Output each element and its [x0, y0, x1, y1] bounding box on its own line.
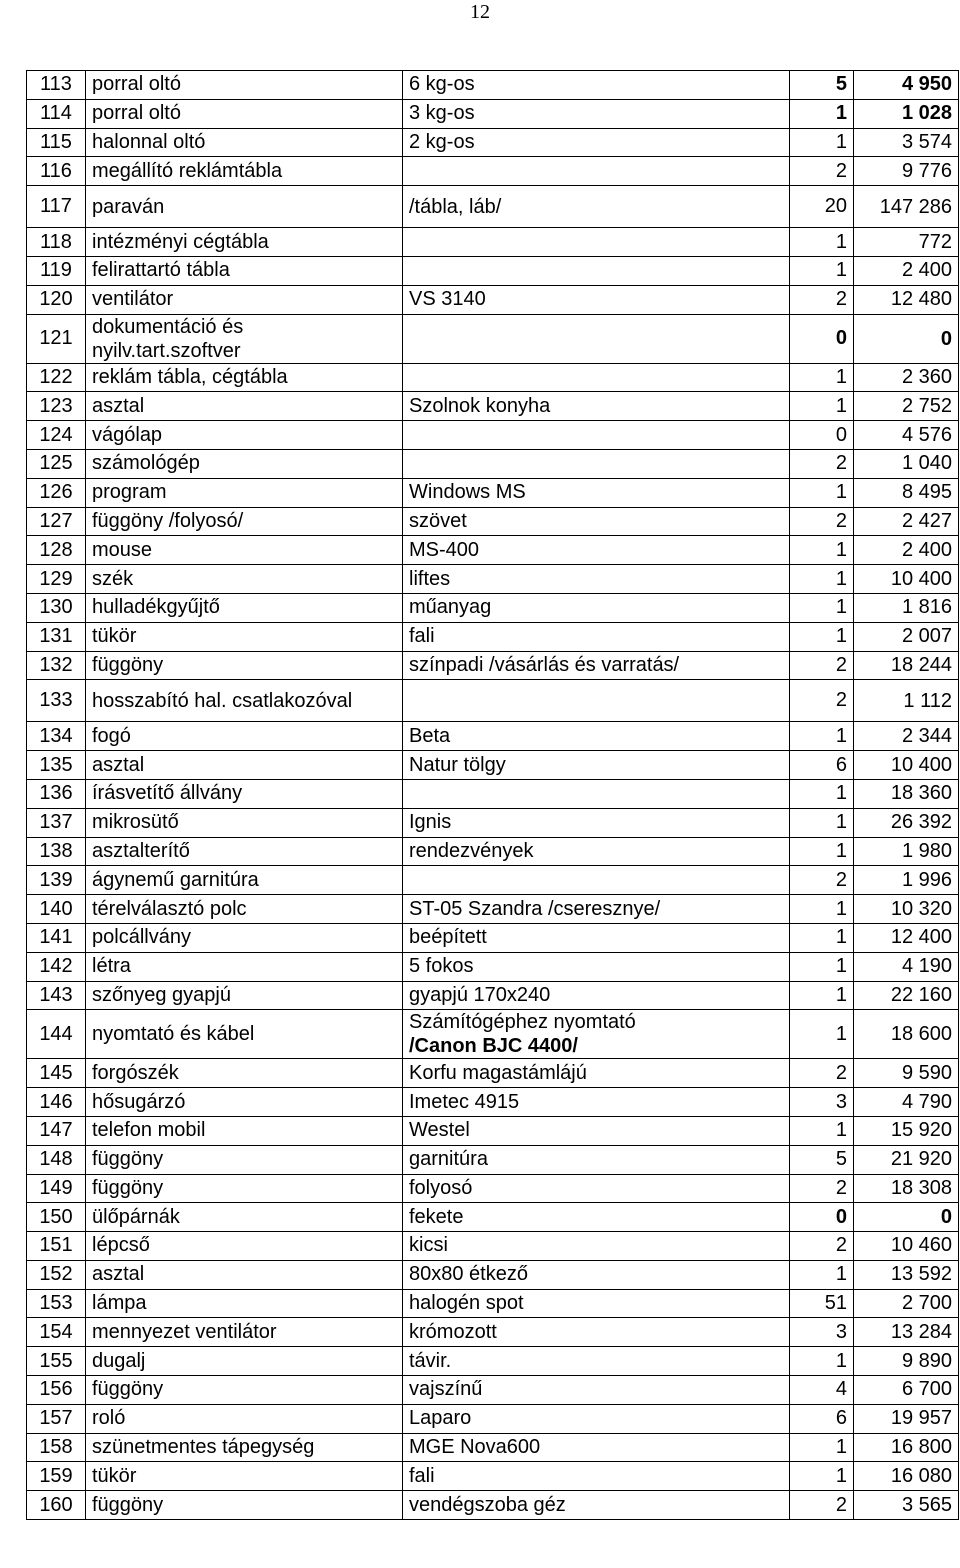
item-value: 2 344 [854, 722, 959, 751]
row-number: 118 [27, 228, 86, 257]
item-name: halonnal oltó [86, 128, 403, 157]
item-name: mikrosütő [86, 808, 403, 837]
item-quantity: 1 [790, 228, 854, 257]
row-number: 136 [27, 779, 86, 808]
table-row [27, 1088, 959, 1117]
table-row [27, 1491, 959, 1520]
item-name: hulladékgyűjtő [86, 593, 403, 622]
item-type: 2 kg-os [403, 128, 790, 157]
row-number: 142 [27, 952, 86, 981]
table-row [27, 421, 959, 450]
item-quantity: 1 [790, 99, 854, 128]
item-value: 1 816 [854, 593, 959, 622]
table-row [27, 157, 959, 186]
item-name: számológép [86, 449, 403, 478]
row-number: 150 [27, 1203, 86, 1232]
item-value: 4 950 [854, 71, 959, 100]
item-type: 3 kg-os [403, 99, 790, 128]
item-value: 2 400 [854, 256, 959, 285]
item-type [403, 866, 790, 895]
table-row [27, 536, 959, 565]
item-quantity: 1 [790, 1116, 854, 1145]
item-type: szövet [403, 507, 790, 536]
row-number: 119 [27, 256, 86, 285]
item-type [403, 256, 790, 285]
item-value: 4 190 [854, 952, 959, 981]
item-type: garnitúra [403, 1145, 790, 1174]
item-quantity: 2 [790, 1232, 854, 1261]
item-value: 4 790 [854, 1088, 959, 1117]
row-number: 138 [27, 837, 86, 866]
item-type [403, 228, 790, 257]
table-row [27, 1376, 959, 1405]
table-row [27, 866, 959, 895]
table-row [27, 1145, 959, 1174]
item-name: megállító reklámtábla [86, 157, 403, 186]
table-row [27, 651, 959, 680]
table-row [27, 895, 959, 924]
item-type: Korfu magastámlájú [403, 1059, 790, 1088]
item-name: porral oltó [86, 71, 403, 100]
table-row [27, 1289, 959, 1318]
table-row [27, 478, 959, 507]
item-name: asztal [86, 751, 403, 780]
table-row [27, 1116, 959, 1145]
row-number: 154 [27, 1318, 86, 1347]
item-name: szőnyeg gyapjú [86, 981, 403, 1010]
item-type: Szolnok konyha [403, 392, 790, 421]
row-number: 158 [27, 1433, 86, 1462]
item-value: 2 700 [854, 1289, 959, 1318]
table-row [27, 751, 959, 780]
table-row [27, 99, 959, 128]
item-value: 12 400 [854, 923, 959, 952]
row-number: 115 [27, 128, 86, 157]
row-number: 155 [27, 1347, 86, 1376]
item-quantity: 2 [790, 449, 854, 478]
table-row [27, 449, 959, 478]
row-number: 120 [27, 285, 86, 314]
row-number: 121 [27, 314, 86, 363]
item-quantity: 1 [790, 952, 854, 981]
item-type [403, 449, 790, 478]
row-number: 113 [27, 71, 86, 100]
item-quantity: 6 [790, 751, 854, 780]
item-name: roló [86, 1404, 403, 1433]
row-number: 134 [27, 722, 86, 751]
item-value: 19 957 [854, 1404, 959, 1433]
item-quantity: 1 [790, 1462, 854, 1491]
row-number: 145 [27, 1059, 86, 1088]
table-row [27, 1203, 959, 1232]
item-quantity: 1 [790, 1010, 854, 1059]
item-name: függöny [86, 651, 403, 680]
item-type: 6 kg-os [403, 71, 790, 100]
item-value: 21 920 [854, 1145, 959, 1174]
inventory-rows [27, 71, 959, 1520]
item-name: dugalj [86, 1347, 403, 1376]
row-number: 124 [27, 421, 86, 450]
table-row [27, 1260, 959, 1289]
item-name: térelválasztó polc [86, 895, 403, 924]
table-row [27, 228, 959, 257]
row-number: 143 [27, 981, 86, 1010]
item-name: asztalterítő [86, 837, 403, 866]
item-type [403, 680, 790, 722]
item-name: vágólap [86, 421, 403, 450]
table-row [27, 256, 959, 285]
item-type: vajszínű [403, 1376, 790, 1405]
item-value: 16 080 [854, 1462, 959, 1491]
table-row [27, 1347, 959, 1376]
item-name: lépcső [86, 1232, 403, 1261]
item-value: 10 460 [854, 1232, 959, 1261]
item-value: 22 160 [854, 981, 959, 1010]
item-type-model: /Canon BJC 4400/ [409, 1035, 578, 1058]
item-value: 2 427 [854, 507, 959, 536]
item-type: távir. [403, 1347, 790, 1376]
item-value: 18 600 [854, 1010, 959, 1059]
item-value: 26 392 [854, 808, 959, 837]
item-name: függöny [86, 1174, 403, 1203]
item-type [403, 779, 790, 808]
row-number: 116 [27, 157, 86, 186]
item-value: 12 480 [854, 285, 959, 314]
item-quantity: 1 [790, 895, 854, 924]
item-quantity: 1 [790, 593, 854, 622]
item-quantity: 3 [790, 1088, 854, 1117]
item-type: VS 3140 [403, 285, 790, 314]
item-name: fogó [86, 722, 403, 751]
inventory-table [26, 70, 959, 1520]
item-value: 6 700 [854, 1376, 959, 1405]
row-number: 131 [27, 622, 86, 651]
table-row [27, 593, 959, 622]
table-row [27, 1232, 959, 1261]
item-quantity: 1 [790, 722, 854, 751]
item-quantity: 1 [790, 837, 854, 866]
row-number: 147 [27, 1116, 86, 1145]
item-quantity: 1 [790, 128, 854, 157]
item-quantity: 1 [790, 1347, 854, 1376]
item-quantity: 1 [790, 1433, 854, 1462]
row-number: 128 [27, 536, 86, 565]
row-number: 133 [27, 680, 86, 722]
item-type: krómozott [403, 1318, 790, 1347]
item-quantity: 2 [790, 680, 854, 722]
item-quantity: 1 [790, 363, 854, 392]
item-name: lámpa [86, 1289, 403, 1318]
row-number: 144 [27, 1010, 86, 1059]
table-row [27, 1010, 959, 1059]
item-quantity: 2 [790, 651, 854, 680]
table-row [27, 285, 959, 314]
row-number: 117 [27, 186, 86, 228]
row-number: 139 [27, 866, 86, 895]
table-row [27, 680, 959, 722]
item-value: 13 284 [854, 1318, 959, 1347]
item-type: Ignis [403, 808, 790, 837]
table-row [27, 363, 959, 392]
table-row [27, 1433, 959, 1462]
row-number: 140 [27, 895, 86, 924]
row-number: 146 [27, 1088, 86, 1117]
item-type: fali [403, 1462, 790, 1491]
item-name: hosszabító hal. csatlakozóval [86, 680, 403, 722]
table-row [27, 1462, 959, 1491]
item-type: liftes [403, 565, 790, 594]
item-type: 5 fokos [403, 952, 790, 981]
row-number: 129 [27, 565, 86, 594]
row-number: 130 [27, 593, 86, 622]
item-value: 0 [854, 1203, 959, 1232]
table-row [27, 1174, 959, 1203]
item-name: polcállvány [86, 923, 403, 952]
item-value: 10 400 [854, 565, 959, 594]
item-value: 4 576 [854, 421, 959, 450]
item-type: 80x80 étkező [403, 1260, 790, 1289]
item-value: 18 360 [854, 779, 959, 808]
table-row [27, 981, 959, 1010]
table-row [27, 565, 959, 594]
row-number: 149 [27, 1174, 86, 1203]
item-quantity: 0 [790, 314, 854, 363]
row-number: 137 [27, 808, 86, 837]
item-quantity: 1 [790, 1260, 854, 1289]
table-row [27, 71, 959, 100]
item-quantity: 2 [790, 1059, 854, 1088]
item-type: halogén spot [403, 1289, 790, 1318]
item-value: 2 360 [854, 363, 959, 392]
item-name: asztal [86, 392, 403, 421]
item-type: gyapjú 170x240 [403, 981, 790, 1010]
item-type: rendezvények [403, 837, 790, 866]
row-number: 152 [27, 1260, 86, 1289]
item-name: függöny [86, 1376, 403, 1405]
item-value: 2 400 [854, 536, 959, 565]
table-row [27, 952, 959, 981]
table-row [27, 923, 959, 952]
item-type-line: Számítógéphez nyomtató [409, 1011, 636, 1034]
item-type: ST-05 Szandra /cseresznye/ [403, 895, 790, 924]
item-quantity: 1 [790, 622, 854, 651]
row-number: 125 [27, 449, 86, 478]
item-name: forgószék [86, 1059, 403, 1088]
item-name: nyomtató és kábel [86, 1010, 403, 1059]
item-value: 9 590 [854, 1059, 959, 1088]
table-row [27, 622, 959, 651]
item-quantity: 2 [790, 1174, 854, 1203]
item-quantity: 3 [790, 1318, 854, 1347]
item-quantity: 1 [790, 923, 854, 952]
item-name: mouse [86, 536, 403, 565]
item-quantity: 1 [790, 808, 854, 837]
item-type [403, 314, 790, 363]
item-type: MS-400 [403, 536, 790, 565]
item-name: ülőpárnák [86, 1203, 403, 1232]
item-value: 18 244 [854, 651, 959, 680]
item-value: 147 286 [854, 186, 959, 228]
item-type: Windows MS [403, 478, 790, 507]
item-value: 15 920 [854, 1116, 959, 1145]
row-number: 151 [27, 1232, 86, 1261]
item-type: Beta [403, 722, 790, 751]
item-value: 1 980 [854, 837, 959, 866]
row-number: 114 [27, 99, 86, 128]
item-quantity: 20 [790, 186, 854, 228]
item-quantity: 0 [790, 1203, 854, 1232]
item-name: paraván [86, 186, 403, 228]
item-quantity: 2 [790, 157, 854, 186]
table-row [27, 186, 959, 228]
row-number: 153 [27, 1289, 86, 1318]
item-type [403, 1010, 790, 1059]
row-number: 127 [27, 507, 86, 536]
item-quantity: 1 [790, 981, 854, 1010]
table-row [27, 1404, 959, 1433]
item-quantity: 1 [790, 536, 854, 565]
row-number: 132 [27, 651, 86, 680]
row-number: 141 [27, 923, 86, 952]
item-type: MGE Nova600 [403, 1433, 790, 1462]
item-value: 3 565 [854, 1491, 959, 1520]
item-quantity: 5 [790, 1145, 854, 1174]
table-row [27, 392, 959, 421]
page-number: 12 [470, 1, 490, 23]
item-name: szék [86, 565, 403, 594]
item-quantity: 1 [790, 779, 854, 808]
item-quantity: 2 [790, 507, 854, 536]
item-value: 9 890 [854, 1347, 959, 1376]
item-value: 1 112 [854, 680, 959, 722]
item-name: telefon mobil [86, 1116, 403, 1145]
table-row [27, 722, 959, 751]
row-number: 159 [27, 1462, 86, 1491]
item-name: tükör [86, 1462, 403, 1491]
item-type: Imetec 4915 [403, 1088, 790, 1117]
item-type: kicsi [403, 1232, 790, 1261]
item-type: Laparo [403, 1404, 790, 1433]
table-row [27, 1059, 959, 1088]
item-name: reklám tábla, cégtábla [86, 363, 403, 392]
item-quantity: 4 [790, 1376, 854, 1405]
item-type: /tábla, láb/ [403, 186, 790, 228]
item-quantity: 2 [790, 1491, 854, 1520]
item-type: Westel [403, 1116, 790, 1145]
item-value: 9 776 [854, 157, 959, 186]
item-type: folyosó [403, 1174, 790, 1203]
item-name: dokumentáció és nyilv.tart.szoftver [86, 314, 403, 363]
item-name: ventilátor [86, 285, 403, 314]
item-name: függöny [86, 1491, 403, 1520]
item-name: hősugárzó [86, 1088, 403, 1117]
item-value: 1 028 [854, 99, 959, 128]
row-number: 157 [27, 1404, 86, 1433]
table-row [27, 1318, 959, 1347]
item-name: asztal [86, 1260, 403, 1289]
item-name: felirattartó tábla [86, 256, 403, 285]
item-name: tükör [86, 622, 403, 651]
item-quantity: 1 [790, 478, 854, 507]
table-row [27, 837, 959, 866]
item-type: fekete [403, 1203, 790, 1232]
item-name: program [86, 478, 403, 507]
item-value: 3 574 [854, 128, 959, 157]
item-value: 0 [854, 314, 959, 363]
item-quantity: 1 [790, 565, 854, 594]
item-value: 10 400 [854, 751, 959, 780]
item-name: létra [86, 952, 403, 981]
item-value: 8 495 [854, 478, 959, 507]
item-value: 2 752 [854, 392, 959, 421]
item-type [403, 363, 790, 392]
item-quantity: 6 [790, 1404, 854, 1433]
item-name: intézményi cégtábla [86, 228, 403, 257]
item-value: 2 007 [854, 622, 959, 651]
row-number: 126 [27, 478, 86, 507]
item-name: írásvetítő állvány [86, 779, 403, 808]
item-name: szünetmentes tápegység [86, 1433, 403, 1462]
row-number: 123 [27, 392, 86, 421]
item-quantity: 2 [790, 285, 854, 314]
row-number: 122 [27, 363, 86, 392]
item-name: függöny /folyosó/ [86, 507, 403, 536]
item-quantity: 0 [790, 421, 854, 450]
item-name: mennyezet ventilátor [86, 1318, 403, 1347]
item-quantity: 1 [790, 256, 854, 285]
row-number: 160 [27, 1491, 86, 1520]
table-row [27, 128, 959, 157]
item-value: 13 592 [854, 1260, 959, 1289]
table-row [27, 507, 959, 536]
row-number: 135 [27, 751, 86, 780]
row-number: 148 [27, 1145, 86, 1174]
item-type [403, 157, 790, 186]
item-value: 18 308 [854, 1174, 959, 1203]
item-value: 1 040 [854, 449, 959, 478]
item-value: 772 [854, 228, 959, 257]
item-name: porral oltó [86, 99, 403, 128]
item-type: Natur tölgy [403, 751, 790, 780]
item-value: 10 320 [854, 895, 959, 924]
table-row [27, 779, 959, 808]
table-row [27, 314, 959, 363]
table-row [27, 808, 959, 837]
item-value: 1 996 [854, 866, 959, 895]
item-quantity: 51 [790, 1289, 854, 1318]
item-quantity: 5 [790, 71, 854, 100]
item-quantity: 2 [790, 866, 854, 895]
item-type: színpadi /vásárlás és varratás/ [403, 651, 790, 680]
row-number: 156 [27, 1376, 86, 1405]
item-name: függöny [86, 1145, 403, 1174]
item-type: fali [403, 622, 790, 651]
item-type: műanyag [403, 593, 790, 622]
item-value: 16 800 [854, 1433, 959, 1462]
item-type: vendégszoba géz [403, 1491, 790, 1520]
item-type: beépített [403, 923, 790, 952]
item-quantity: 1 [790, 392, 854, 421]
item-name: ágynemű garnitúra [86, 866, 403, 895]
item-type [403, 421, 790, 450]
